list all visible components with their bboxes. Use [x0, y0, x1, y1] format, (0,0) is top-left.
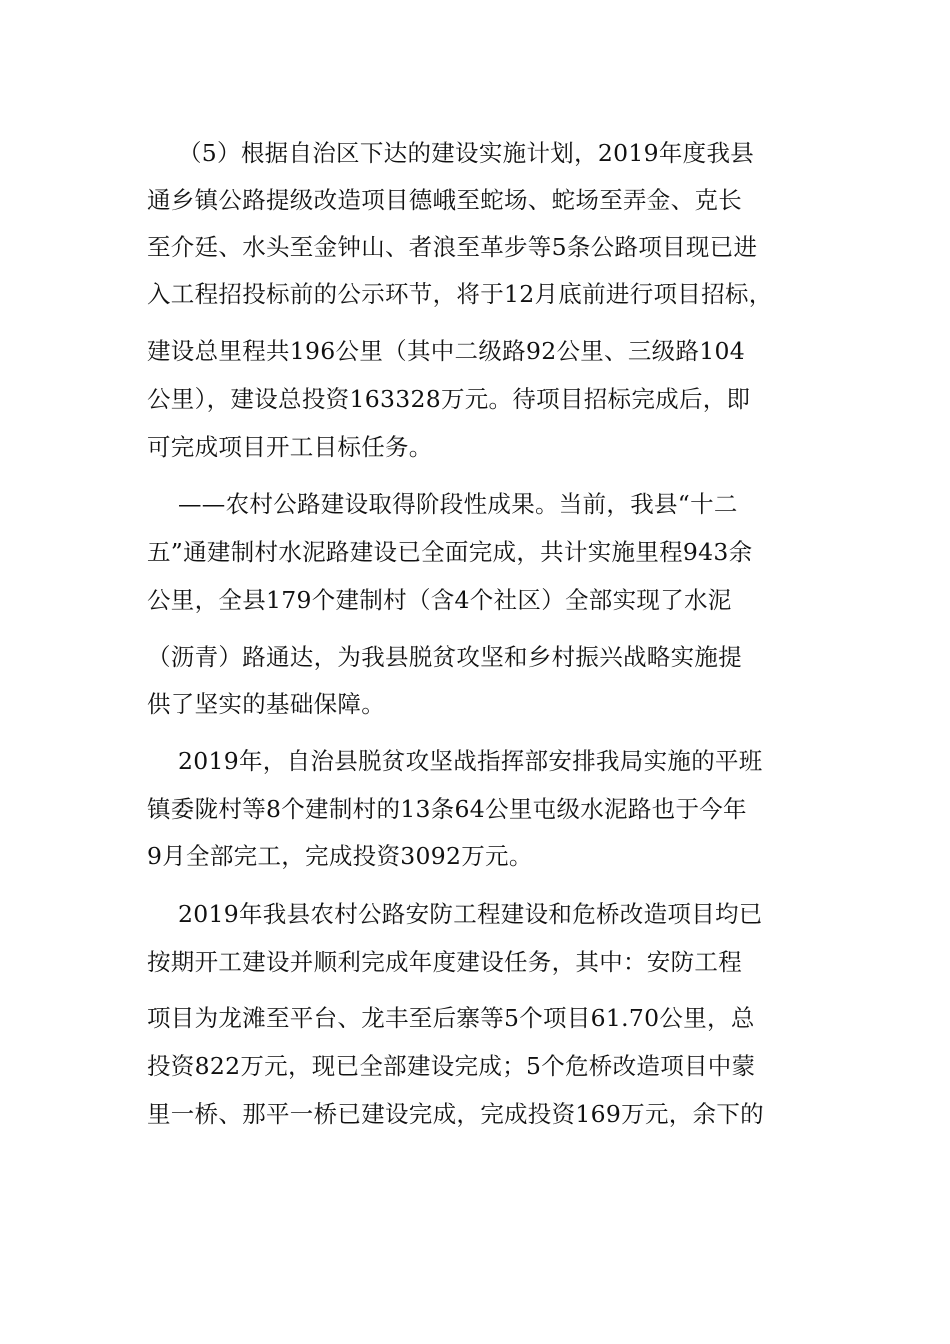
- paragraph-4-line-4: 投资822万元，现已全部建设完成；5个危桥改造项目中蒙: [147, 1052, 756, 1080]
- paragraph-1-line-6: 公里），建设总投资163328万元。待项目招标完成后，即: [147, 385, 751, 413]
- paragraph-2-line-4: （沥青）路通达，为我县脱贫攻坚和乡村振兴战略实施提: [147, 643, 742, 671]
- paragraph-1-line-2: 通乡镇公路提级改造项目德峨至蛇场、蛇场至弄金、克长: [147, 186, 742, 214]
- paragraph-1-line-5: 建设总里程共196公里（其中二级路92公里、三级路104: [147, 337, 746, 365]
- paragraph-1-line-3: 至介廷、水头至金钟山、者浪至革步等5条公路项目现已进: [147, 233, 758, 261]
- paragraph-1-line-7: 可完成项目开工目标任务。: [147, 433, 433, 461]
- paragraph-2-line-2: 五”通建制村水泥路建设已全面完成，共计实施里程943余: [147, 538, 753, 566]
- paragraph-2-line-3: 公里，全县179个建制村（含4个社区）全部实现了水泥: [147, 586, 732, 614]
- paragraph-2-line-1: ——农村公路建设取得阶段性成果。当前，我县“十二: [178, 490, 738, 518]
- paragraph-4-line-2: 按期开工建设并顺利完成年度建设任务，其中：安防工程: [147, 948, 742, 976]
- paragraph-1-line-4: 入工程招投标前的公示环节，将于12月底前进行项目招标，: [147, 280, 773, 308]
- paragraph-3-line-3: 9月全部完工，完成投资3092万元。: [147, 842, 533, 870]
- paragraph-2-line-5: 供了坚实的基础保障。: [147, 690, 385, 718]
- paragraph-4-line-3: 项目为龙滩至平台、龙丰至后寨等5个项目61.70公里，总: [147, 1004, 755, 1032]
- paragraph-3-line-2: 镇委陇村等8个建制村的13条64公里屯级水泥路也于今年: [147, 795, 747, 823]
- paragraph-3-line-1: 2019年，自治县脱贫攻坚战指挥部安排我局实施的平班: [178, 747, 763, 775]
- paragraph-4-line-5: 里一桥、那平一桥已建设完成，完成投资169万元，余下的: [147, 1100, 764, 1128]
- paragraph-4-line-1: 2019年我县农村公路安防工程建设和危桥改造项目均已: [178, 900, 763, 928]
- paragraph-1-line-1: （5）根据自治区下达的建设实施计划，2019年度我县: [178, 139, 755, 167]
